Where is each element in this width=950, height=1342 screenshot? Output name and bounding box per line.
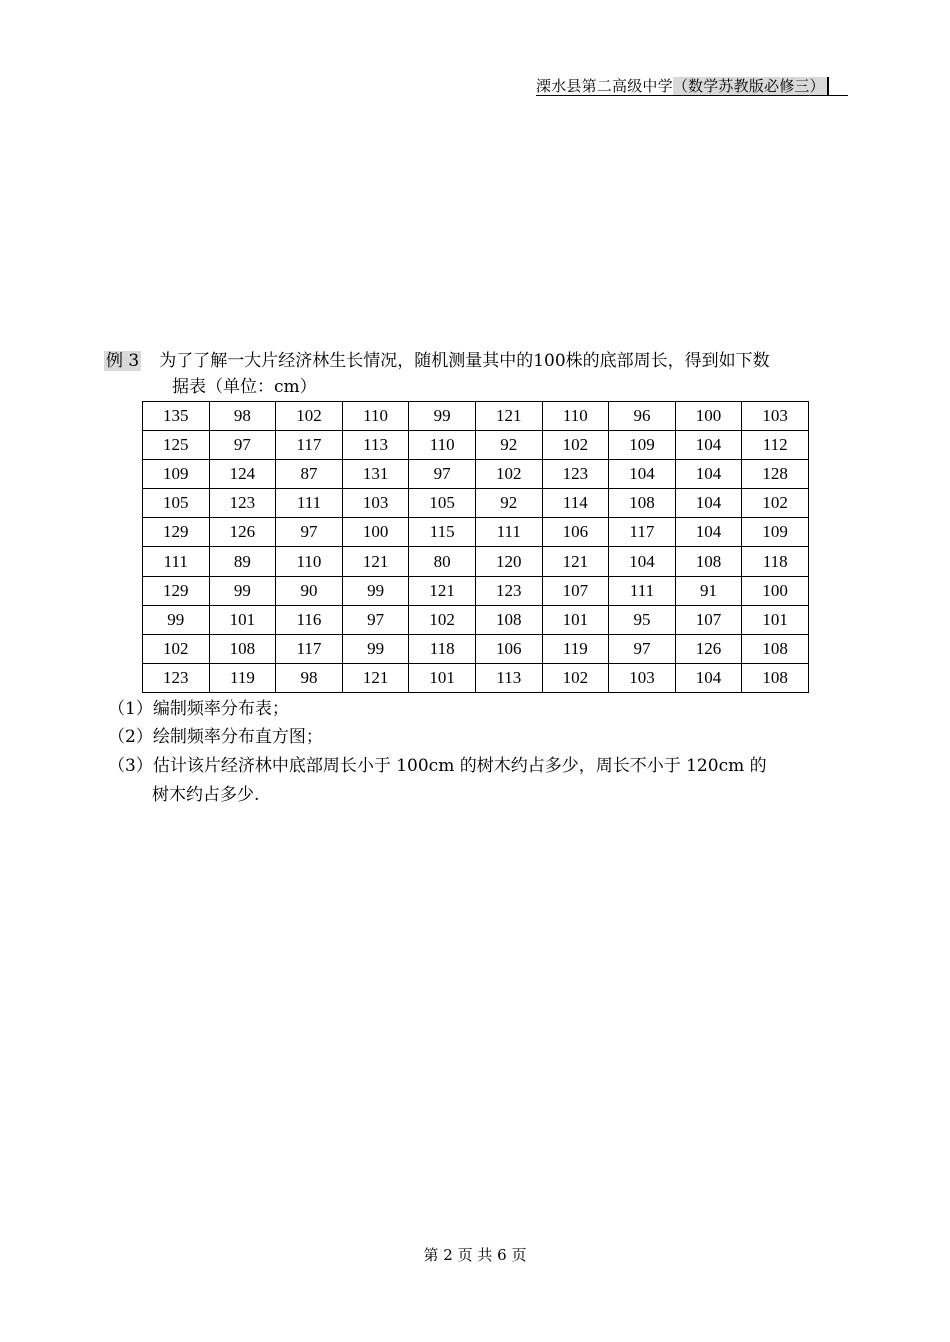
table-cell: 129 [143,518,210,547]
table-cell: 101 [209,605,276,634]
table-row [143,634,809,663]
table-cell: 102 [742,489,809,518]
table-cell: 104 [675,489,742,518]
table-cell: 107 [542,576,609,605]
table-cell: 89 [209,547,276,576]
table-cell: 135 [143,402,210,431]
table-cell: 128 [742,460,809,489]
table-cell: 102 [143,634,210,663]
table-cell: 105 [409,489,476,518]
table-cell: 102 [542,663,609,692]
table-cell: 113 [342,431,409,460]
table-cell: 119 [542,634,609,663]
table-row [143,460,809,489]
table-cell: 101 [409,663,476,692]
table-cell: 98 [276,663,343,692]
table-row [143,431,809,460]
table-cell: 96 [609,402,676,431]
table-cell: 92 [475,489,542,518]
table-cell: 115 [409,518,476,547]
table-cell: 111 [609,576,676,605]
table-cell: 99 [143,605,210,634]
question-3-line2: 树木约占多少. [152,785,260,805]
table-cell: 109 [143,460,210,489]
example-statement [104,347,864,375]
table-cell: 101 [742,605,809,634]
table-cell: 106 [475,634,542,663]
table-cell: 102 [542,431,609,460]
table-cell: 110 [276,547,343,576]
table-cell: 90 [276,576,343,605]
table-cell: 126 [209,518,276,547]
table-row [143,576,809,605]
page-header [536,77,829,96]
table-cell: 125 [143,431,210,460]
table-cell: 97 [609,634,676,663]
table-cell: 118 [742,547,809,576]
table-cell: 99 [409,402,476,431]
table-cell: 102 [409,605,476,634]
table-cell: 121 [542,547,609,576]
header-rule [536,95,848,96]
table-cell: 113 [475,663,542,692]
table-cell: 95 [609,605,676,634]
table-cell: 121 [409,576,476,605]
table-cell: 114 [542,489,609,518]
table-cell: 110 [342,402,409,431]
table-cell: 108 [609,489,676,518]
table-cell: 131 [342,460,409,489]
table-cell: 119 [209,663,276,692]
table-cell: 109 [742,518,809,547]
table-cell: 104 [675,518,742,547]
table-cell: 110 [542,402,609,431]
table-row [143,663,809,692]
table-cell: 104 [675,663,742,692]
table-cell: 123 [542,460,609,489]
table-cell: 97 [409,460,476,489]
table-cell: 111 [276,489,343,518]
table-cell: 100 [342,518,409,547]
header-course: （数学苏教版必修三） [673,77,829,95]
table-cell: 104 [609,460,676,489]
table-cell: 80 [409,547,476,576]
table-cell: 123 [143,663,210,692]
table-cell: 116 [276,605,343,634]
table-cell: 101 [542,605,609,634]
table-cell: 120 [475,547,542,576]
data-table-body [143,402,809,693]
table-cell: 97 [276,518,343,547]
table-cell: 121 [342,663,409,692]
example-text-line2: 据表（单位：cm） [172,377,317,397]
table-cell: 117 [609,518,676,547]
page-footer: 第 2 页 共 6 页 [423,1246,527,1264]
table-cell: 103 [342,489,409,518]
table-cell: 108 [675,547,742,576]
table-cell: 129 [143,576,210,605]
example-text-line1: 为了了解一大片经济林生长情况，随机测量其中的100株的底部周长，得到如下数 [159,351,770,371]
table-cell: 100 [742,576,809,605]
table-cell: 108 [475,605,542,634]
table-cell: 99 [209,576,276,605]
table-cell: 124 [209,460,276,489]
table-cell: 97 [342,605,409,634]
table-cell: 105 [143,489,210,518]
table-cell: 104 [609,547,676,576]
table-row [143,518,809,547]
table-cell: 108 [209,634,276,663]
table-cell: 92 [475,431,542,460]
table-cell: 104 [675,431,742,460]
table-cell: 112 [742,431,809,460]
table-cell: 97 [209,431,276,460]
table-cell: 104 [675,460,742,489]
table-cell: 102 [276,402,343,431]
question-2: （2）绘制频率分布直方图； [108,727,323,747]
data-table [142,401,809,693]
table-cell: 103 [742,402,809,431]
table-row [143,547,809,576]
table-cell: 108 [742,634,809,663]
question-3-line1: （3）估计该片经济林中底部周长小于 100cm 的树木约占多少，周长不小于 120cm 的 [108,756,767,776]
question-1: （1）编制频率分布表； [108,699,289,719]
table-cell: 106 [542,518,609,547]
table-cell: 117 [276,431,343,460]
table-cell: 109 [609,431,676,460]
example-tag: 例 3 [106,351,140,371]
table-cell: 98 [209,402,276,431]
table-cell: 91 [675,576,742,605]
header-school: 溧水县第二高级中学 [536,77,673,95]
table-cell: 103 [609,663,676,692]
table-cell: 123 [475,576,542,605]
table-cell: 117 [276,634,343,663]
table-cell: 121 [342,547,409,576]
table-row [143,489,809,518]
table-cell: 99 [342,634,409,663]
table-cell: 99 [342,576,409,605]
table-cell: 100 [675,402,742,431]
table-row [143,402,809,431]
table-cell: 118 [409,634,476,663]
table-cell: 87 [276,460,343,489]
table-cell: 111 [475,518,542,547]
table-cell: 121 [475,402,542,431]
table-cell: 110 [409,431,476,460]
table-cell: 108 [742,663,809,692]
table-cell: 102 [475,460,542,489]
table-cell: 107 [675,605,742,634]
table-cell: 123 [209,489,276,518]
table-row [143,605,809,634]
table-cell: 111 [143,547,210,576]
table-cell: 126 [675,634,742,663]
